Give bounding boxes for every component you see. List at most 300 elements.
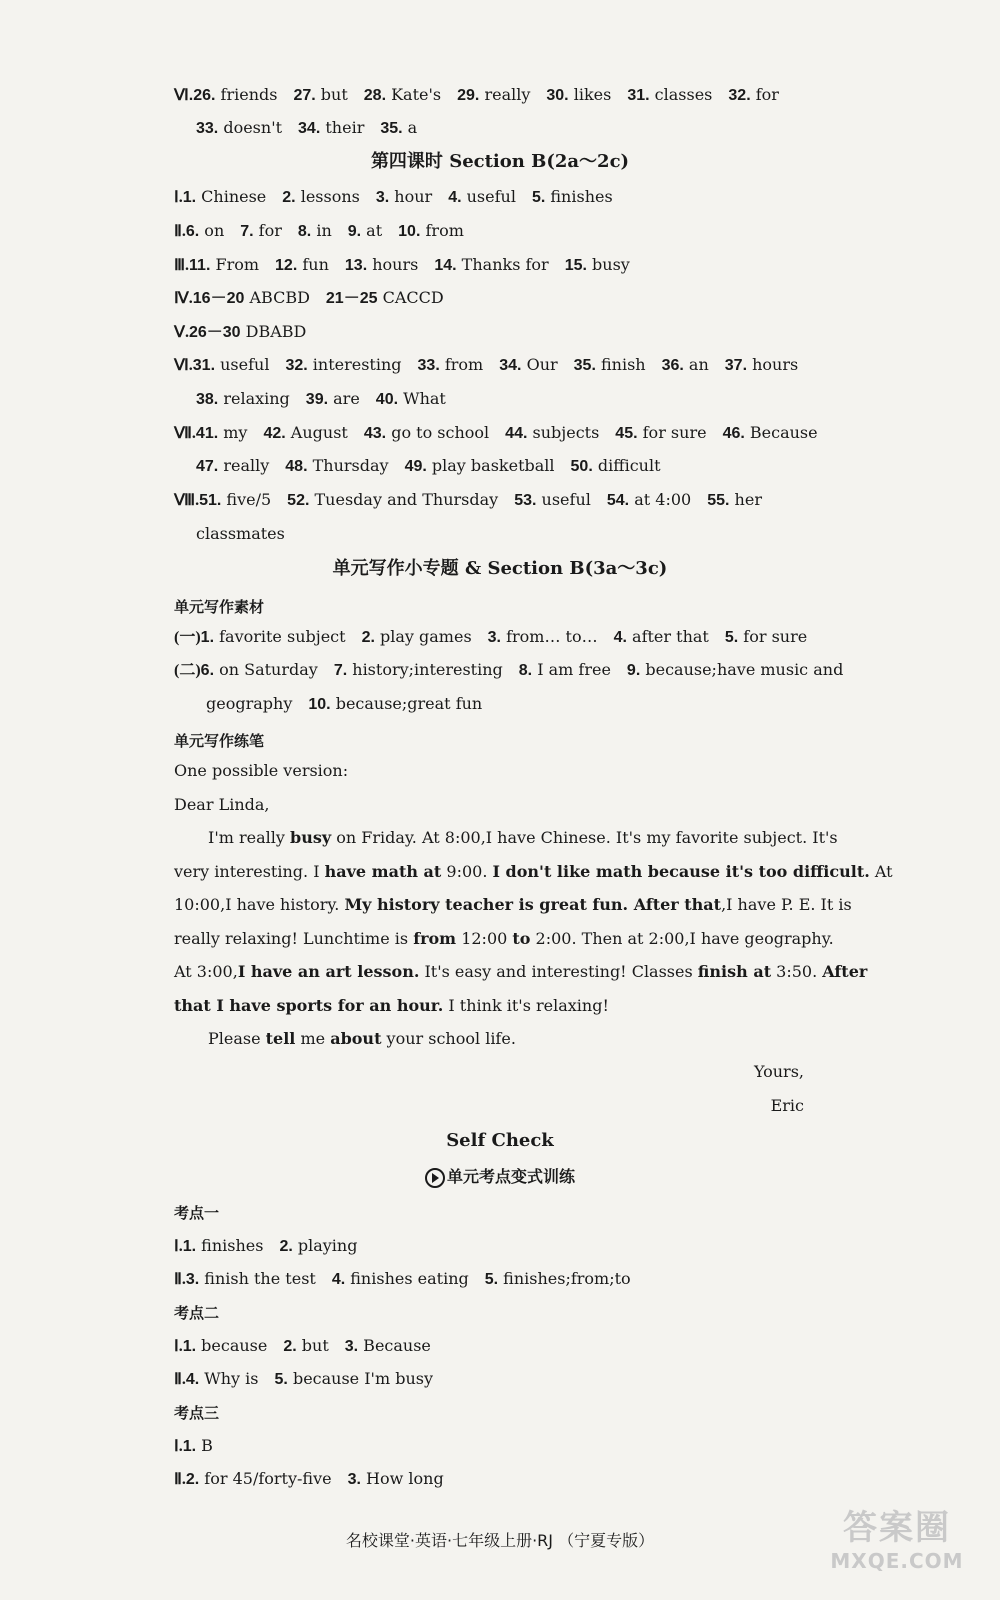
answer-item bbox=[334, 659, 503, 682]
essay-line bbox=[174, 928, 834, 950]
essay-text: At bbox=[869, 862, 893, 881]
essay-text: on Friday. At 8:00,I have Chinese. It's my favorite subject. It's bbox=[331, 828, 838, 847]
answer-line bbox=[174, 1468, 460, 1491]
subsection-heading-text: 单元考点变式训练 bbox=[446, 1167, 575, 1186]
essay-bold-text: I have an art lesson. bbox=[237, 962, 420, 981]
answer-text: ABCBD bbox=[244, 288, 310, 307]
answer-line bbox=[174, 659, 859, 682]
answer-text: DBABD bbox=[240, 322, 307, 341]
answer-number: 14. bbox=[434, 257, 457, 274]
essay-text: I think it's relaxing! bbox=[443, 996, 609, 1015]
answer-number: 3. bbox=[487, 629, 501, 646]
answer-line bbox=[196, 455, 677, 478]
answer-number: 35. bbox=[573, 357, 596, 374]
answer-text: fun bbox=[297, 255, 329, 274]
answer-line bbox=[196, 388, 462, 411]
answer-item bbox=[362, 626, 472, 649]
answer-number: 4. bbox=[185, 1371, 200, 1388]
answer-item bbox=[519, 659, 611, 682]
answer-text: interesting bbox=[307, 355, 402, 374]
essay-signature: Eric bbox=[770, 1096, 804, 1115]
answer-item bbox=[364, 84, 441, 107]
answer-text: Because bbox=[744, 423, 818, 442]
section-heading: 第四课时 Section B(2a～2c) bbox=[370, 151, 630, 172]
answer-item bbox=[380, 117, 417, 140]
answer-line bbox=[174, 1235, 373, 1258]
answer-text: From bbox=[210, 255, 260, 274]
answer-item bbox=[196, 117, 282, 140]
answer-item bbox=[627, 84, 712, 107]
answer-item bbox=[332, 1268, 469, 1291]
essay-bold-text: about bbox=[330, 1029, 382, 1048]
watermark-url: MXQE.COM bbox=[830, 1549, 964, 1573]
answer-item bbox=[662, 354, 709, 377]
play-circle-icon bbox=[425, 1168, 445, 1188]
answer-text: for sure bbox=[637, 423, 707, 442]
essay-bold-text: busy bbox=[290, 828, 332, 847]
answer-item bbox=[186, 1268, 316, 1291]
answer-item bbox=[398, 220, 464, 243]
answer-text: in bbox=[311, 221, 332, 240]
answer-text: Thursday bbox=[307, 456, 389, 475]
answer-text: Tuesday and Thursday bbox=[309, 490, 499, 509]
answer-item bbox=[196, 422, 248, 445]
essay-text: 3:50. bbox=[771, 962, 823, 981]
answer-text: doesn't bbox=[218, 118, 283, 137]
answer-item bbox=[376, 388, 446, 411]
answer-item bbox=[193, 287, 310, 310]
essay-bold-text: finish at bbox=[697, 962, 772, 981]
answer-number: 1. bbox=[182, 1238, 197, 1255]
answer-line bbox=[206, 693, 498, 716]
answer-line bbox=[174, 287, 460, 310]
answer-item bbox=[485, 1268, 631, 1291]
answer-text: hour bbox=[389, 187, 433, 206]
answer-number: 35. bbox=[380, 120, 403, 137]
answer-text: really bbox=[218, 456, 270, 475]
answer-item bbox=[326, 287, 444, 310]
answer-line bbox=[174, 1368, 449, 1391]
watermark-text: 答案圈 bbox=[843, 1508, 951, 1548]
section-heading: Self Check bbox=[446, 1130, 554, 1151]
answer-text: their bbox=[320, 118, 365, 137]
answer-number: 1. bbox=[200, 629, 215, 646]
section-numeral: Ⅰ. bbox=[174, 1338, 183, 1355]
answer-number: 33. bbox=[417, 357, 440, 374]
answer-number: 53. bbox=[514, 492, 537, 509]
answer-text: on bbox=[199, 221, 225, 240]
essay-text: 12:00 bbox=[456, 929, 513, 948]
answer-text: difficult bbox=[592, 456, 661, 475]
answer-text: favorite subject bbox=[214, 627, 346, 646]
answer-number: 7. bbox=[333, 662, 348, 679]
answer-text: What bbox=[398, 389, 446, 408]
answer-number: Ⅵ.26. bbox=[174, 87, 216, 104]
answer-item bbox=[189, 254, 259, 277]
answer-text: useful bbox=[536, 490, 591, 509]
section-numeral: Ⅵ. bbox=[174, 357, 193, 374]
answer-item bbox=[279, 1235, 357, 1258]
answer-item bbox=[505, 422, 599, 445]
answer-text: for bbox=[253, 221, 282, 240]
answer-text: but bbox=[296, 1336, 329, 1355]
answer-number: 3. bbox=[347, 1471, 361, 1488]
answer-line bbox=[174, 220, 480, 243]
section-numeral: Ⅱ. bbox=[174, 223, 186, 240]
essay-text: really relaxing! Lunchtime is bbox=[174, 929, 414, 948]
essay-text: 2:00. Then at 2:00,I have geography. bbox=[530, 929, 834, 948]
answer-number: 32. bbox=[728, 87, 751, 104]
subsection-title: 单元写作练笔 bbox=[174, 732, 265, 750]
answer-item bbox=[607, 489, 691, 512]
answer-item bbox=[283, 1335, 328, 1358]
answer-item bbox=[240, 220, 282, 243]
answer-item bbox=[174, 84, 277, 107]
answer-item bbox=[728, 84, 779, 107]
answer-line bbox=[174, 84, 795, 107]
answer-number: 29. bbox=[457, 87, 480, 104]
answer-item bbox=[183, 1435, 213, 1458]
answer-item bbox=[201, 626, 346, 649]
answer-number: 40. bbox=[375, 391, 399, 408]
page-footer: 名校课堂·英语·七年级上册·RJ （宁夏专版） bbox=[345, 1531, 655, 1550]
answer-text: a bbox=[402, 118, 418, 137]
answer-number: 37. bbox=[724, 357, 748, 374]
essay-greeting: Dear Linda, bbox=[174, 795, 270, 814]
answer-item bbox=[263, 422, 347, 445]
answer-item bbox=[574, 354, 646, 377]
answer-item bbox=[418, 354, 484, 377]
answer-number: 3. bbox=[185, 1271, 200, 1288]
answer-item bbox=[306, 388, 360, 411]
answer-line bbox=[174, 422, 834, 445]
answer-item bbox=[615, 422, 706, 445]
answer-item bbox=[308, 693, 482, 716]
answer-text: geography bbox=[206, 694, 293, 713]
essay-line bbox=[174, 961, 867, 983]
subsection-heading bbox=[0, 1164, 1000, 1190]
essay-bold-text: tell bbox=[265, 1029, 296, 1048]
answer-text: finishes eating bbox=[345, 1269, 469, 1288]
answer-text: useful bbox=[461, 187, 516, 206]
answer-line bbox=[174, 354, 814, 377]
answer-text: my bbox=[218, 423, 248, 442]
answer-text: play games bbox=[374, 627, 472, 646]
section-numeral: Ⅱ. bbox=[174, 1471, 186, 1488]
answer-text: from bbox=[439, 355, 484, 374]
section-numeral: Ⅰ. bbox=[174, 1238, 183, 1255]
answer-text: Our bbox=[521, 355, 558, 374]
answer-number: 3. bbox=[344, 1338, 359, 1355]
answer-text: B bbox=[196, 1436, 213, 1455]
answer-text: but bbox=[315, 85, 348, 104]
answer-item bbox=[364, 422, 489, 445]
answer-item bbox=[723, 422, 818, 445]
answer-number: 10. bbox=[398, 223, 421, 240]
answer-text: for 45/forty-five bbox=[199, 1469, 332, 1488]
essay-bold-text: that I have sports for an hour. bbox=[174, 996, 444, 1015]
answer-number: 36. bbox=[661, 357, 684, 374]
answer-text: go to school bbox=[386, 423, 490, 442]
answer-number: 5. bbox=[724, 629, 739, 646]
answer-text: finishes;from;to bbox=[498, 1269, 631, 1288]
answer-number: 2. bbox=[361, 629, 375, 646]
answer-item bbox=[206, 693, 292, 715]
answer-number: 31. bbox=[627, 87, 650, 104]
answer-number: 1. bbox=[182, 189, 197, 206]
answer-line bbox=[174, 489, 778, 512]
answer-number: 41. bbox=[195, 425, 219, 442]
answer-text: relaxing bbox=[218, 389, 290, 408]
section-numeral: Ⅶ. bbox=[174, 425, 196, 442]
answer-line bbox=[174, 1268, 647, 1291]
answer-number: 31. bbox=[192, 357, 216, 374]
answer-text: from… to… bbox=[501, 627, 598, 646]
answer-line bbox=[174, 254, 646, 277]
answer-text: likes bbox=[568, 85, 612, 104]
section-numeral: Ⅷ. bbox=[174, 492, 200, 509]
essay-line bbox=[208, 1028, 516, 1050]
answer-number: 55. bbox=[707, 492, 730, 509]
essay-text: I'm really bbox=[208, 828, 290, 847]
answer-text: for bbox=[750, 85, 779, 104]
answer-item bbox=[275, 1368, 433, 1391]
answer-item bbox=[376, 186, 432, 209]
answer-text: classmates bbox=[196, 524, 285, 543]
answer-text: useful bbox=[215, 355, 270, 374]
answer-text: August bbox=[285, 423, 348, 442]
answer-item bbox=[183, 1335, 268, 1358]
answer-text: play basketball bbox=[426, 456, 555, 475]
answer-number: 2. bbox=[279, 1238, 293, 1255]
section-numeral: Ⅰ. bbox=[174, 1438, 183, 1455]
answer-text: subjects bbox=[527, 423, 600, 442]
section-numeral: Ⅱ. bbox=[174, 1371, 186, 1388]
answer-text: after that bbox=[626, 627, 709, 646]
answer-item bbox=[725, 626, 807, 649]
answer-number: 15. bbox=[564, 257, 587, 274]
answer-text: an bbox=[683, 355, 709, 374]
answer-number: 34. bbox=[499, 357, 522, 374]
answer-item bbox=[457, 84, 530, 107]
answer-number: 27. bbox=[293, 87, 316, 104]
answer-text: because bbox=[196, 1336, 268, 1355]
answer-item bbox=[298, 220, 332, 243]
essay-bold-text: have math at bbox=[324, 862, 442, 881]
answer-number: 8. bbox=[297, 223, 312, 240]
answer-text: How long bbox=[360, 1469, 444, 1488]
answer-number: 4. bbox=[448, 189, 462, 206]
answer-text: on Saturday bbox=[214, 660, 318, 679]
answer-text: her bbox=[729, 490, 762, 509]
answer-text: really bbox=[479, 85, 531, 104]
essay-intro: One possible version: bbox=[174, 761, 349, 780]
answer-item bbox=[293, 84, 347, 107]
answer-text: friends bbox=[215, 85, 278, 104]
answer-number: 4. bbox=[613, 629, 627, 646]
answer-text: finish the test bbox=[199, 1269, 316, 1288]
essay-line bbox=[174, 995, 609, 1017]
answer-line bbox=[196, 523, 301, 545]
answer-item bbox=[285, 354, 401, 377]
answer-text: playing bbox=[292, 1236, 358, 1255]
answer-number: 51. bbox=[199, 492, 222, 509]
answer-line bbox=[174, 321, 322, 344]
essay-bold-text: My history teacher is great fun. After that bbox=[344, 895, 722, 914]
answer-item bbox=[707, 489, 762, 512]
answer-text: finish bbox=[595, 355, 646, 374]
answer-number: 52. bbox=[287, 492, 310, 509]
answer-item bbox=[546, 84, 611, 107]
essay-text: 9:00. bbox=[441, 862, 493, 881]
section-numeral: Ⅳ. bbox=[174, 290, 193, 307]
answer-line bbox=[174, 1335, 447, 1358]
answer-item bbox=[186, 220, 224, 243]
answer-number: 16－20 bbox=[192, 290, 245, 307]
answer-number: 9. bbox=[347, 223, 362, 240]
answer-item bbox=[348, 1468, 444, 1491]
essay-bold-text: I don't like math because it's too difficult. bbox=[492, 862, 870, 881]
essay-line bbox=[208, 827, 838, 849]
answer-number: 39. bbox=[305, 391, 329, 408]
answer-line bbox=[174, 186, 629, 209]
answer-item bbox=[565, 254, 630, 277]
answer-number: 6. bbox=[185, 223, 200, 240]
answer-number: 3. bbox=[375, 189, 390, 206]
essay-text: me bbox=[295, 1029, 331, 1048]
answer-item bbox=[725, 354, 798, 377]
essay-bold-text: After bbox=[822, 962, 868, 981]
answer-text: CACCD bbox=[377, 288, 444, 307]
point-title: 考点三 bbox=[174, 1404, 220, 1422]
answer-number: 32. bbox=[285, 357, 308, 374]
answer-number: 30. bbox=[546, 87, 569, 104]
answer-item bbox=[186, 1468, 332, 1491]
section-numeral: Ⅲ. bbox=[174, 257, 190, 274]
answer-text: at 4:00 bbox=[629, 490, 692, 509]
section-numeral: Ⅱ. bbox=[174, 1271, 186, 1288]
answer-number: 9. bbox=[626, 662, 641, 679]
answer-line bbox=[196, 117, 433, 140]
answer-item bbox=[348, 220, 382, 243]
answer-number: 47. bbox=[196, 458, 219, 475]
answer-item bbox=[183, 1235, 264, 1258]
essay-line bbox=[174, 894, 852, 916]
answer-text: Because bbox=[358, 1336, 431, 1355]
answer-item bbox=[434, 254, 548, 277]
answer-text: for sure bbox=[738, 627, 808, 646]
answer-number: 50. bbox=[570, 458, 593, 475]
answer-number: 2. bbox=[283, 1338, 297, 1355]
answer-item bbox=[514, 489, 591, 512]
answer-item bbox=[614, 626, 709, 649]
essay-text: ,I have P. E. It is bbox=[721, 895, 852, 914]
answer-text: are bbox=[328, 389, 360, 408]
answer-number: 11. bbox=[189, 257, 211, 274]
essay-closing: Yours, bbox=[753, 1062, 804, 1081]
answer-text: hours bbox=[367, 255, 419, 274]
answer-item bbox=[285, 455, 388, 478]
answer-number: 21－25 bbox=[325, 290, 378, 307]
answer-number: 42. bbox=[263, 425, 286, 442]
answer-item bbox=[189, 321, 306, 344]
answer-text: from bbox=[420, 221, 464, 240]
answer-item bbox=[627, 659, 843, 682]
essay-text: At 3:00, bbox=[174, 962, 238, 981]
essay-text: Please bbox=[208, 1029, 266, 1048]
answer-number: 26－30 bbox=[188, 324, 241, 341]
answer-item bbox=[499, 354, 557, 377]
answer-number: 7. bbox=[240, 223, 254, 240]
answer-text: Kate's bbox=[386, 85, 442, 104]
answer-number: 33. bbox=[196, 120, 219, 137]
answer-text: five/5 bbox=[221, 490, 272, 509]
answer-number: 12. bbox=[275, 257, 298, 274]
answer-item bbox=[345, 254, 418, 277]
answer-item bbox=[201, 659, 318, 682]
answer-text: because;great fun bbox=[330, 694, 483, 713]
answer-text: Why is bbox=[199, 1369, 259, 1388]
answer-item bbox=[571, 455, 661, 478]
essay-text: 10:00,I have history. bbox=[174, 895, 345, 914]
answer-item bbox=[199, 489, 271, 512]
answer-item bbox=[448, 186, 516, 209]
answer-line bbox=[174, 1435, 229, 1458]
answer-number: 49. bbox=[404, 458, 427, 475]
answer-item bbox=[345, 1335, 431, 1358]
answer-number: 48. bbox=[285, 458, 308, 475]
answer-item bbox=[287, 489, 498, 512]
answer-item bbox=[532, 186, 613, 209]
essay-text: your school life. bbox=[381, 1029, 516, 1048]
answer-text: hours bbox=[747, 355, 799, 374]
essay-text: very interesting. I bbox=[174, 862, 325, 881]
answer-number: 5. bbox=[531, 189, 546, 206]
section-numeral: Ⅴ. bbox=[174, 324, 189, 341]
answer-item bbox=[298, 117, 364, 140]
essay-bold-text: from bbox=[413, 929, 457, 948]
answer-number: 5. bbox=[484, 1271, 499, 1288]
answer-text: classes bbox=[649, 85, 713, 104]
point-title: 考点二 bbox=[174, 1304, 220, 1322]
answer-item bbox=[196, 455, 269, 478]
section-numeral: (一) bbox=[174, 629, 201, 646]
answer-text: busy bbox=[586, 255, 630, 274]
answer-text: history;interesting bbox=[347, 660, 503, 679]
answer-item bbox=[196, 523, 285, 545]
answer-number: 54. bbox=[606, 492, 630, 509]
answer-item bbox=[186, 1368, 259, 1391]
answer-text: at bbox=[361, 221, 383, 240]
answer-item bbox=[282, 186, 360, 209]
watermark-logo bbox=[822, 1500, 972, 1580]
answer-number: 1. bbox=[182, 1438, 197, 1455]
answer-number: 46. bbox=[722, 425, 745, 442]
section-heading: 单元写作小专题 & Section B(3a～3c) bbox=[332, 558, 668, 579]
answer-number: 45. bbox=[615, 425, 638, 442]
section-numeral: Ⅰ. bbox=[174, 189, 183, 206]
answer-number: 34. bbox=[298, 120, 321, 137]
answer-number: 10. bbox=[308, 696, 331, 713]
answer-text: I am free bbox=[532, 660, 611, 679]
essay-text: It's easy and interesting! Classes bbox=[419, 962, 698, 981]
answer-text: Chinese bbox=[196, 187, 267, 206]
answer-item bbox=[193, 354, 270, 377]
answer-text: because;have music and bbox=[640, 660, 844, 679]
answer-number: 1. bbox=[182, 1338, 197, 1355]
answer-number: 43. bbox=[363, 425, 387, 442]
answer-number: 13. bbox=[344, 257, 368, 274]
